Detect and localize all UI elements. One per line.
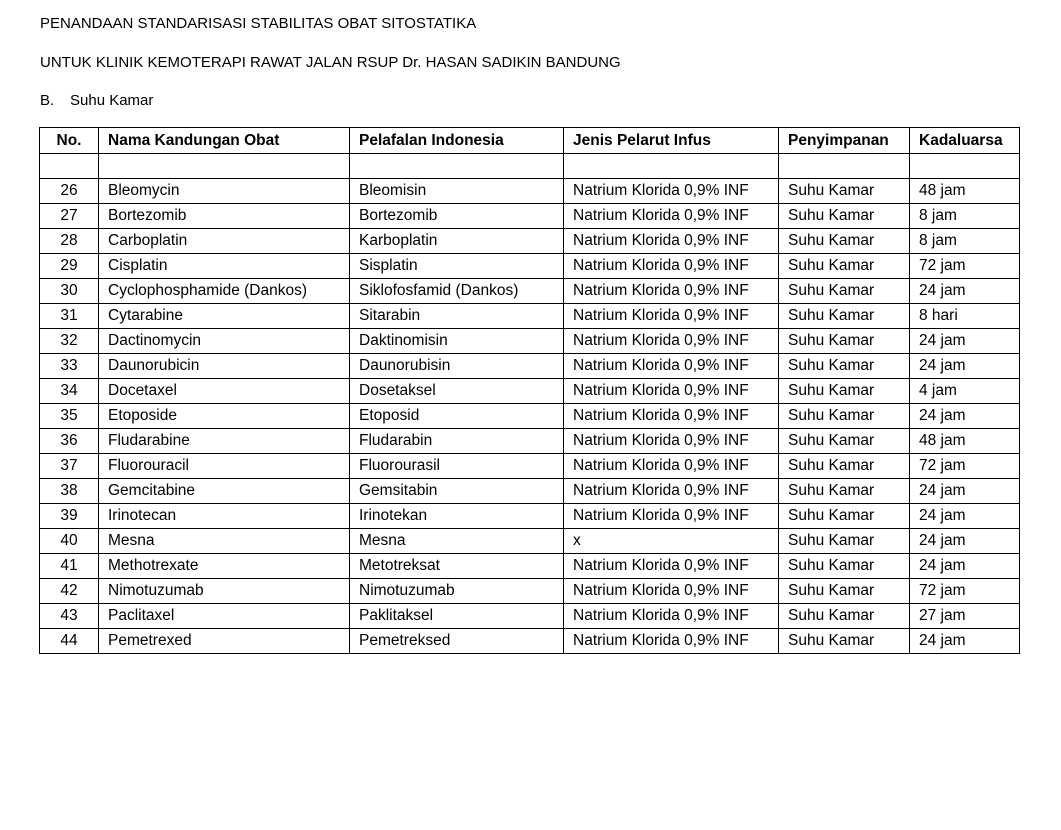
- cell-storage: Suhu Kamar: [779, 204, 910, 229]
- table-row: [40, 279, 1020, 304]
- cell-no: 26: [40, 179, 99, 204]
- cell-indonesian-pronunciation: Irinotekan: [350, 504, 564, 529]
- cell-no: 41: [40, 554, 99, 579]
- cell-storage: Suhu Kamar: [779, 179, 910, 204]
- table-row: [40, 179, 1020, 204]
- cell-indonesian-pronunciation: Daunorubisin: [350, 354, 564, 379]
- cell-storage: Suhu Kamar: [779, 579, 910, 604]
- section-heading: [40, 91, 153, 111]
- cell-no: 28: [40, 229, 99, 254]
- cell-no: 30: [40, 279, 99, 304]
- column-header-indonesian-pronunciation: Pelafalan Indonesia: [350, 128, 564, 154]
- cell-infusion-solvent: Natrium Klorida 0,9% INF: [564, 179, 779, 204]
- cell-drug-name: Dactinomycin: [99, 329, 350, 354]
- table-row: [40, 579, 1020, 604]
- column-header-drug-name: Nama Kandungan Obat: [99, 128, 350, 154]
- cell-storage: Suhu Kamar: [779, 554, 910, 579]
- cell-expiry: 24 jam: [910, 329, 1020, 354]
- cell-infusion-solvent: Natrium Klorida 0,9% INF: [564, 354, 779, 379]
- cell-indonesian-pronunciation: Daktinomisin: [350, 329, 564, 354]
- column-header-infusion-solvent: Jenis Pelarut Infus: [564, 128, 779, 154]
- cell-storage: Suhu Kamar: [779, 254, 910, 279]
- cell-drug-name: Cytarabine: [99, 304, 350, 329]
- table-cell: [779, 154, 910, 179]
- cell-drug-name: Bortezomib: [99, 204, 350, 229]
- cell-indonesian-pronunciation: Mesna: [350, 529, 564, 554]
- section-title: Suhu Kamar: [70, 92, 154, 109]
- cell-expiry: 8 jam: [910, 204, 1020, 229]
- table-empty-row: [40, 154, 1020, 179]
- table-row: [40, 254, 1020, 279]
- table-row: [40, 529, 1020, 554]
- cell-storage: Suhu Kamar: [779, 479, 910, 504]
- cell-expiry: 24 jam: [910, 629, 1020, 654]
- cell-storage: Suhu Kamar: [779, 429, 910, 454]
- stability-table: [39, 127, 1020, 654]
- cell-infusion-solvent: Natrium Klorida 0,9% INF: [564, 454, 779, 479]
- cell-indonesian-pronunciation: Pemetreksed: [350, 629, 564, 654]
- table-cell: [40, 154, 99, 179]
- table-row: [40, 429, 1020, 454]
- cell-infusion-solvent: Natrium Klorida 0,9% INF: [564, 479, 779, 504]
- cell-expiry: 72 jam: [910, 254, 1020, 279]
- cell-no: 44: [40, 629, 99, 654]
- cell-storage: Suhu Kamar: [779, 504, 910, 529]
- cell-drug-name: Cisplatin: [99, 254, 350, 279]
- cell-expiry: 24 jam: [910, 554, 1020, 579]
- cell-infusion-solvent: Natrium Klorida 0,9% INF: [564, 204, 779, 229]
- document-title-line-1: PENANDAAN STANDARISASI STABILITAS OBAT SITOSTATIKA: [40, 15, 477, 32]
- cell-drug-name: Etoposide: [99, 404, 350, 429]
- cell-infusion-solvent: Natrium Klorida 0,9% INF: [564, 329, 779, 354]
- cell-expiry: 72 jam: [910, 454, 1020, 479]
- table-row: [40, 354, 1020, 379]
- table-row: [40, 304, 1020, 329]
- cell-drug-name: Bleomycin: [99, 179, 350, 204]
- cell-indonesian-pronunciation: Siklofosfamid (Dankos): [350, 279, 564, 304]
- table-cell: [350, 154, 564, 179]
- cell-indonesian-pronunciation: Etoposid: [350, 404, 564, 429]
- cell-drug-name: Pemetrexed: [99, 629, 350, 654]
- cell-drug-name: Daunorubicin: [99, 354, 350, 379]
- cell-storage: Suhu Kamar: [779, 304, 910, 329]
- cell-no: 29: [40, 254, 99, 279]
- cell-storage: Suhu Kamar: [779, 604, 910, 629]
- cell-expiry: 8 hari: [910, 304, 1020, 329]
- cell-drug-name: Mesna: [99, 529, 350, 554]
- cell-drug-name: Cyclophosphamide (Dankos): [99, 279, 350, 304]
- cell-expiry: 48 jam: [910, 429, 1020, 454]
- cell-storage: Suhu Kamar: [779, 229, 910, 254]
- cell-storage: Suhu Kamar: [779, 379, 910, 404]
- cell-no: 35: [40, 404, 99, 429]
- cell-infusion-solvent: Natrium Klorida 0,9% INF: [564, 229, 779, 254]
- cell-drug-name: Irinotecan: [99, 504, 350, 529]
- cell-indonesian-pronunciation: Karboplatin: [350, 229, 564, 254]
- cell-no: 36: [40, 429, 99, 454]
- cell-infusion-solvent: Natrium Klorida 0,9% INF: [564, 379, 779, 404]
- cell-drug-name: Nimotuzumab: [99, 579, 350, 604]
- table-row: [40, 604, 1020, 629]
- cell-indonesian-pronunciation: Gemsitabin: [350, 479, 564, 504]
- cell-no: 32: [40, 329, 99, 354]
- cell-infusion-solvent: Natrium Klorida 0,9% INF: [564, 554, 779, 579]
- table-header-row: [40, 128, 1020, 154]
- cell-expiry: 24 jam: [910, 404, 1020, 429]
- table-row: [40, 229, 1020, 254]
- cell-expiry: 24 jam: [910, 504, 1020, 529]
- cell-storage: Suhu Kamar: [779, 354, 910, 379]
- table-row: [40, 329, 1020, 354]
- cell-expiry: 27 jam: [910, 604, 1020, 629]
- cell-no: 43: [40, 604, 99, 629]
- cell-infusion-solvent: Natrium Klorida 0,9% INF: [564, 254, 779, 279]
- cell-infusion-solvent: Natrium Klorida 0,9% INF: [564, 304, 779, 329]
- table-row: [40, 454, 1020, 479]
- cell-infusion-solvent: Natrium Klorida 0,9% INF: [564, 504, 779, 529]
- cell-no: 27: [40, 204, 99, 229]
- cell-drug-name: Paclitaxel: [99, 604, 350, 629]
- cell-drug-name: Fludarabine: [99, 429, 350, 454]
- cell-storage: Suhu Kamar: [779, 454, 910, 479]
- cell-indonesian-pronunciation: Nimotuzumab: [350, 579, 564, 604]
- cell-storage: Suhu Kamar: [779, 404, 910, 429]
- cell-no: 42: [40, 579, 99, 604]
- cell-expiry: 24 jam: [910, 529, 1020, 554]
- cell-infusion-solvent: x: [564, 529, 779, 554]
- cell-indonesian-pronunciation: Paklitaksel: [350, 604, 564, 629]
- section-letter: B.: [40, 92, 55, 109]
- cell-infusion-solvent: Natrium Klorida 0,9% INF: [564, 279, 779, 304]
- cell-storage: Suhu Kamar: [779, 529, 910, 554]
- cell-expiry: 24 jam: [910, 354, 1020, 379]
- cell-indonesian-pronunciation: Metotreksat: [350, 554, 564, 579]
- cell-expiry: 8 jam: [910, 229, 1020, 254]
- cell-drug-name: Methotrexate: [99, 554, 350, 579]
- cell-no: 33: [40, 354, 99, 379]
- column-header-no: No.: [40, 128, 99, 154]
- cell-indonesian-pronunciation: Sisplatin: [350, 254, 564, 279]
- cell-storage: Suhu Kamar: [779, 629, 910, 654]
- cell-no: 40: [40, 529, 99, 554]
- cell-drug-name: Carboplatin: [99, 229, 350, 254]
- cell-no: 37: [40, 454, 99, 479]
- table-row: [40, 629, 1020, 654]
- cell-storage: Suhu Kamar: [779, 279, 910, 304]
- cell-infusion-solvent: Natrium Klorida 0,9% INF: [564, 579, 779, 604]
- table-row: [40, 479, 1020, 504]
- cell-expiry: 48 jam: [910, 179, 1020, 204]
- column-header-storage: Penyimpanan: [779, 128, 910, 154]
- cell-indonesian-pronunciation: Bleomisin: [350, 179, 564, 204]
- cell-infusion-solvent: Natrium Klorida 0,9% INF: [564, 604, 779, 629]
- cell-indonesian-pronunciation: Dosetaksel: [350, 379, 564, 404]
- cell-infusion-solvent: Natrium Klorida 0,9% INF: [564, 404, 779, 429]
- cell-no: 39: [40, 504, 99, 529]
- table-row: [40, 504, 1020, 529]
- table-cell: [99, 154, 350, 179]
- cell-no: 34: [40, 379, 99, 404]
- table-cell: [910, 154, 1020, 179]
- cell-drug-name: Gemcitabine: [99, 479, 350, 504]
- cell-expiry: 4 jam: [910, 379, 1020, 404]
- table-row: [40, 554, 1020, 579]
- cell-infusion-solvent: Natrium Klorida 0,9% INF: [564, 629, 779, 654]
- cell-indonesian-pronunciation: Fludarabin: [350, 429, 564, 454]
- cell-storage: Suhu Kamar: [779, 329, 910, 354]
- cell-indonesian-pronunciation: Fluorourasil: [350, 454, 564, 479]
- table-cell: [564, 154, 779, 179]
- cell-no: 38: [40, 479, 99, 504]
- column-header-expiry: Kadaluarsa: [910, 128, 1020, 154]
- cell-drug-name: Fluorouracil: [99, 454, 350, 479]
- cell-indonesian-pronunciation: Bortezomib: [350, 204, 564, 229]
- cell-drug-name: Docetaxel: [99, 379, 350, 404]
- table-row: [40, 379, 1020, 404]
- cell-infusion-solvent: Natrium Klorida 0,9% INF: [564, 429, 779, 454]
- table-row: [40, 204, 1020, 229]
- cell-indonesian-pronunciation: Sitarabin: [350, 304, 564, 329]
- cell-no: 31: [40, 304, 99, 329]
- cell-expiry: 24 jam: [910, 479, 1020, 504]
- cell-expiry: 24 jam: [910, 279, 1020, 304]
- cell-expiry: 72 jam: [910, 579, 1020, 604]
- document-title-line-2: UNTUK KLINIK KEMOTERAPI RAWAT JALAN RSUP Dr. HASAN SADIKIN BANDUNG: [40, 54, 621, 71]
- table-row: [40, 404, 1020, 429]
